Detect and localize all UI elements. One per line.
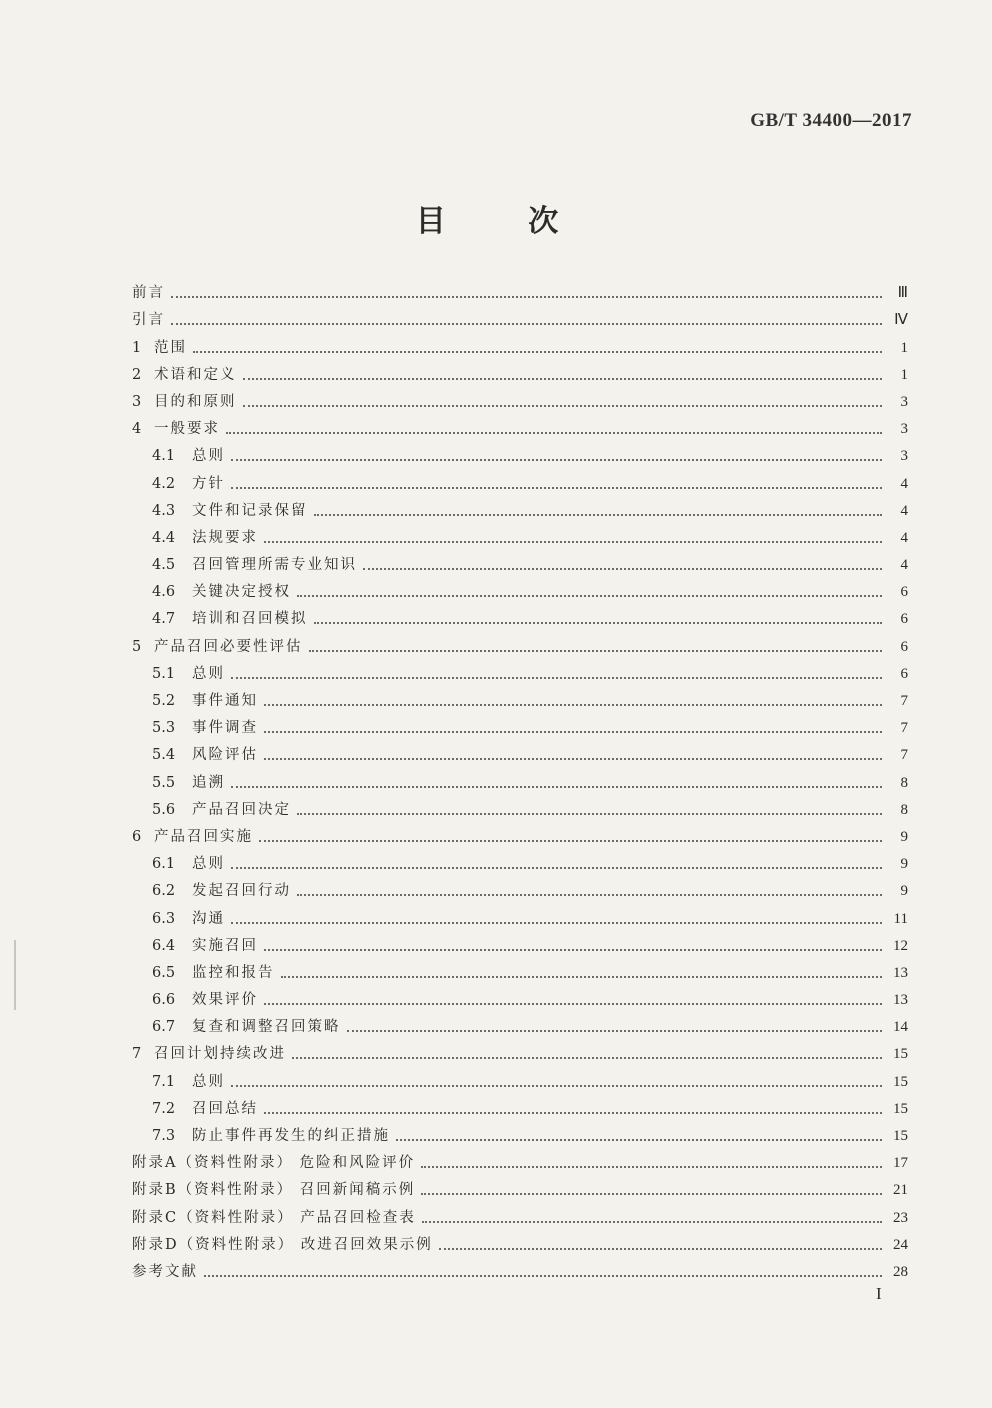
- toc-entry[interactable]: [132, 628, 908, 655]
- toc-entry-page: 4: [900, 502, 908, 519]
- toc-entry-page: 28: [893, 1263, 908, 1280]
- toc-entry-page: 11: [893, 910, 908, 927]
- toc-leader-dots: [292, 1057, 882, 1059]
- toc-entry-number: 5.2: [152, 693, 176, 709]
- toc-entry[interactable]: [132, 764, 908, 791]
- toc-entry-label: 目的和原则: [154, 393, 237, 410]
- toc-entry-label: 范围: [154, 339, 187, 356]
- toc-entry-number: 4.2: [152, 475, 176, 492]
- toc-entry-number: 3: [132, 393, 142, 410]
- toc-leader-dots: [264, 758, 882, 760]
- toc-entry-number: 4.3: [152, 502, 176, 519]
- toc-leader-dots: [231, 786, 882, 788]
- toc-entry[interactable]: [132, 792, 908, 819]
- toc-entry-label: 总则: [192, 448, 225, 465]
- toc-entry[interactable]: [132, 547, 908, 574]
- toc-leader-dots: [231, 1085, 882, 1087]
- toc-entry[interactable]: [132, 1063, 908, 1090]
- toc-entry-label: 附录B（资料性附录） 召回新闻稿示例: [132, 1182, 416, 1199]
- toc-entry-page: 6: [900, 665, 908, 682]
- toc-entry[interactable]: [132, 384, 908, 411]
- toc-entry-number: 1: [132, 339, 142, 356]
- toc-entry-label: 产品召回实施: [154, 828, 253, 845]
- toc-entry-number: 7.3: [152, 1128, 176, 1144]
- toc-leader-dots: [421, 1193, 882, 1195]
- toc-entry-number: 4.4: [152, 529, 176, 546]
- toc-entry[interactable]: [132, 846, 908, 873]
- toc-entry-label: 培训和召回模拟: [192, 611, 308, 628]
- toc-entry[interactable]: [132, 520, 908, 547]
- toc-entry-page: 7: [900, 693, 908, 709]
- toc-entry-page: 7: [900, 747, 908, 764]
- toc-entry-label: 风险评估: [192, 747, 258, 764]
- toc-entry-page: 8: [900, 801, 908, 818]
- toc-entry[interactable]: [132, 411, 908, 438]
- toc-entry[interactable]: [132, 819, 908, 846]
- toc-leader-dots: [204, 1275, 882, 1277]
- toc-entry-page: Ⅳ: [894, 312, 908, 329]
- toc-entry-number: 2: [132, 366, 142, 383]
- toc-entry-label: 复查和调整召回策略: [192, 1019, 341, 1036]
- toc-entry-number: 4.7: [152, 611, 176, 628]
- toc-entry-number: 4: [132, 421, 142, 438]
- toc-entry-number: 4.6: [152, 584, 176, 601]
- toc-entry-label: 关键决定授权: [192, 584, 291, 601]
- toc-entry[interactable]: [132, 302, 908, 329]
- toc-leader-dots: [264, 704, 882, 706]
- toc-entry-label: 总则: [192, 856, 225, 873]
- toc-entry-page: 9: [900, 828, 908, 845]
- toc-entry-number: 6.4: [152, 937, 176, 954]
- toc-entry-page: Ⅲ: [897, 285, 908, 302]
- toc-leader-dots: [281, 976, 883, 978]
- toc-entry[interactable]: [132, 873, 908, 900]
- toc-leader-dots: [309, 650, 883, 652]
- toc-entry-page: 7: [900, 720, 908, 737]
- toc-entry-label: 效果评价: [192, 992, 258, 1009]
- toc-entry-page: 4: [900, 529, 908, 546]
- toc-entry-label: 召回管理所需专业知识: [192, 557, 357, 574]
- toc-leader-dots: [243, 378, 883, 380]
- toc-leader-dots: [226, 432, 882, 434]
- toc-leader-dots: [297, 813, 882, 815]
- toc-entry[interactable]: [132, 574, 908, 601]
- toc-entry-page: 1: [900, 339, 908, 356]
- toc-entry-number: 6.7: [152, 1019, 176, 1036]
- toc-entry-label: 方针: [192, 475, 225, 492]
- toc-entry-number: 5.4: [152, 747, 176, 764]
- toc-entry-label: 发起召回行动: [192, 883, 291, 900]
- toc-entry-number: 7.2: [152, 1100, 176, 1117]
- toc-entry-page: 6: [900, 638, 908, 655]
- toc-entry-number: 6.2: [152, 883, 176, 900]
- toc-leader-dots: [171, 323, 882, 325]
- toc-leader-dots: [231, 459, 882, 461]
- toc-entry[interactable]: [132, 275, 908, 302]
- toc-entry-number: 4.1: [152, 448, 176, 465]
- toc-leader-dots: [231, 922, 882, 924]
- toc-entry[interactable]: [132, 683, 908, 710]
- toc-entry[interactable]: [132, 928, 908, 955]
- toc-entry-label: 总则: [192, 1073, 225, 1090]
- toc-entry-page: 3: [900, 421, 908, 438]
- margin-mark: [14, 940, 16, 1010]
- toc-entry-page: 14: [893, 1019, 908, 1036]
- toc-entry-page: 9: [900, 856, 908, 873]
- toc-leader-dots: [193, 351, 882, 353]
- toc-leader-dots: [363, 568, 882, 570]
- toc-entry-number: 5.5: [152, 774, 176, 791]
- toc-entry[interactable]: [132, 329, 908, 356]
- standard-code: GB/T 34400—2017: [750, 110, 912, 131]
- toc-entry-label: 召回计划持续改进: [154, 1046, 286, 1063]
- toc-entry[interactable]: [132, 1036, 908, 1063]
- toc-leader-dots: [347, 1030, 883, 1032]
- toc-entry-page: 15: [893, 1100, 908, 1117]
- toc-entry[interactable]: [132, 357, 908, 384]
- toc-entry-number: 5.3: [152, 720, 176, 737]
- toc-entry-label: 实施召回: [192, 937, 258, 954]
- toc-entry-label: 监控和报告: [192, 964, 275, 981]
- toc-entry[interactable]: [132, 1199, 908, 1226]
- toc-entry-page: 15: [893, 1128, 908, 1144]
- toc-entry-page: 17: [893, 1155, 908, 1172]
- toc-entry[interactable]: [132, 900, 908, 927]
- toc-entry[interactable]: [132, 1009, 908, 1036]
- toc-entry[interactable]: [132, 1172, 908, 1199]
- toc-entry-number: 5: [132, 638, 142, 655]
- toc-entry-label: 追溯: [192, 774, 225, 791]
- toc-leader-dots: [231, 487, 882, 489]
- toc-entry[interactable]: [132, 465, 908, 492]
- toc-entry[interactable]: [132, 1118, 908, 1145]
- toc-entry-label: 产品召回必要性评估: [154, 638, 303, 655]
- toc-entry-page: 9: [900, 883, 908, 900]
- toc-entry-number: 7: [132, 1046, 142, 1063]
- toc-entry-label: 沟通: [192, 910, 225, 927]
- toc-entry[interactable]: [132, 955, 908, 982]
- toc-entry-label: 事件调查: [192, 720, 258, 737]
- toc-leader-dots: [259, 840, 882, 842]
- toc-entry-number: 5.6: [152, 801, 176, 818]
- toc-leader-dots: [314, 622, 883, 624]
- toc-leader-dots: [297, 894, 882, 896]
- toc-entry-number: 6.6: [152, 992, 176, 1009]
- toc-entry-label: 法规要求: [192, 529, 258, 546]
- toc-leader-dots: [421, 1166, 882, 1168]
- toc-leader-dots: [297, 595, 882, 597]
- toc-entry-page: 15: [893, 1046, 908, 1063]
- toc-entry-label: 附录C（资料性附录） 产品召回检查表: [132, 1209, 416, 1226]
- toc-entry-page: 4: [900, 557, 908, 574]
- toc-entry-page: 21: [893, 1182, 908, 1199]
- toc-entry-page: 13: [893, 992, 908, 1009]
- toc-entry-page: 4: [900, 475, 908, 492]
- toc-entry[interactable]: [132, 438, 908, 465]
- toc-entry-label: 术语和定义: [154, 366, 237, 383]
- toc-entry-page: 1: [900, 366, 908, 383]
- toc-entry[interactable]: [132, 710, 908, 737]
- toc-entry-page: 6: [900, 584, 908, 601]
- toc-entry[interactable]: [132, 1091, 908, 1118]
- toc-entry-page: 12: [893, 937, 908, 954]
- toc-entry[interactable]: [132, 1227, 908, 1254]
- toc-entry-page: 3: [900, 393, 908, 410]
- toc-leader-dots: [264, 731, 882, 733]
- toc-leader-dots: [422, 1221, 882, 1223]
- toc-title: 目 次: [415, 204, 595, 239]
- toc-entry-label: 产品召回决定: [192, 801, 291, 818]
- toc-entry-label: 总则: [192, 665, 225, 682]
- toc-entry-page: 3: [900, 448, 908, 465]
- toc-entry-label: 参考文献: [132, 1263, 198, 1280]
- toc-leader-dots: [264, 1112, 882, 1114]
- toc-entry[interactable]: [132, 982, 908, 1009]
- toc-entry-label: 一般要求: [154, 421, 220, 438]
- toc-entry-page: 15: [893, 1073, 908, 1090]
- toc-entry-page: 23: [893, 1209, 908, 1226]
- toc-entry-number: 7.1: [152, 1073, 176, 1090]
- toc-entry[interactable]: [132, 1254, 908, 1281]
- toc-entry-number: 6.1: [152, 856, 176, 873]
- page-number: I: [876, 1284, 882, 1303]
- toc-leader-dots: [243, 405, 883, 407]
- toc-leader-dots: [314, 514, 883, 516]
- toc-entry-page: 24: [893, 1236, 908, 1253]
- toc-entry-label: 前言: [132, 285, 165, 302]
- toc-leader-dots: [396, 1139, 882, 1141]
- toc-entry-page: 8: [900, 774, 908, 791]
- toc-entry-number: 6: [132, 828, 142, 845]
- toc-entry[interactable]: [132, 1145, 908, 1172]
- toc-entry-label: 召回总结: [192, 1100, 258, 1117]
- toc-entry-page: 13: [893, 964, 908, 981]
- toc-entry[interactable]: [132, 601, 908, 628]
- toc-entry-label: 文件和记录保留: [192, 502, 308, 519]
- toc-entry-label: 附录D（资料性附录） 改进召回效果示例: [132, 1236, 433, 1253]
- toc-entry[interactable]: [132, 656, 908, 683]
- toc-leader-dots: [264, 1003, 882, 1005]
- toc-leader-dots: [171, 296, 882, 298]
- toc-entry-number: 6.3: [152, 910, 176, 927]
- toc-entry-label: 事件通知: [192, 693, 258, 709]
- toc-leader-dots: [439, 1248, 882, 1250]
- toc-entry[interactable]: [132, 493, 908, 520]
- toc-entry-number: 4.5: [152, 557, 176, 574]
- table-of-contents: [132, 275, 908, 1281]
- toc-leader-dots: [264, 949, 882, 951]
- toc-leader-dots: [231, 867, 882, 869]
- toc-entry-number: 6.5: [152, 964, 176, 981]
- toc-entry-page: 6: [900, 611, 908, 628]
- toc-entry-label: 防止事件再发生的纠正措施: [192, 1128, 390, 1144]
- toc-entry-label: 附录A（资料性附录） 危险和风险评价: [132, 1155, 416, 1172]
- toc-entry[interactable]: [132, 737, 908, 764]
- toc-leader-dots: [231, 677, 882, 679]
- toc-entry-label: 引言: [132, 312, 165, 329]
- toc-leader-dots: [264, 541, 882, 543]
- toc-entry-number: 5.1: [152, 665, 176, 682]
